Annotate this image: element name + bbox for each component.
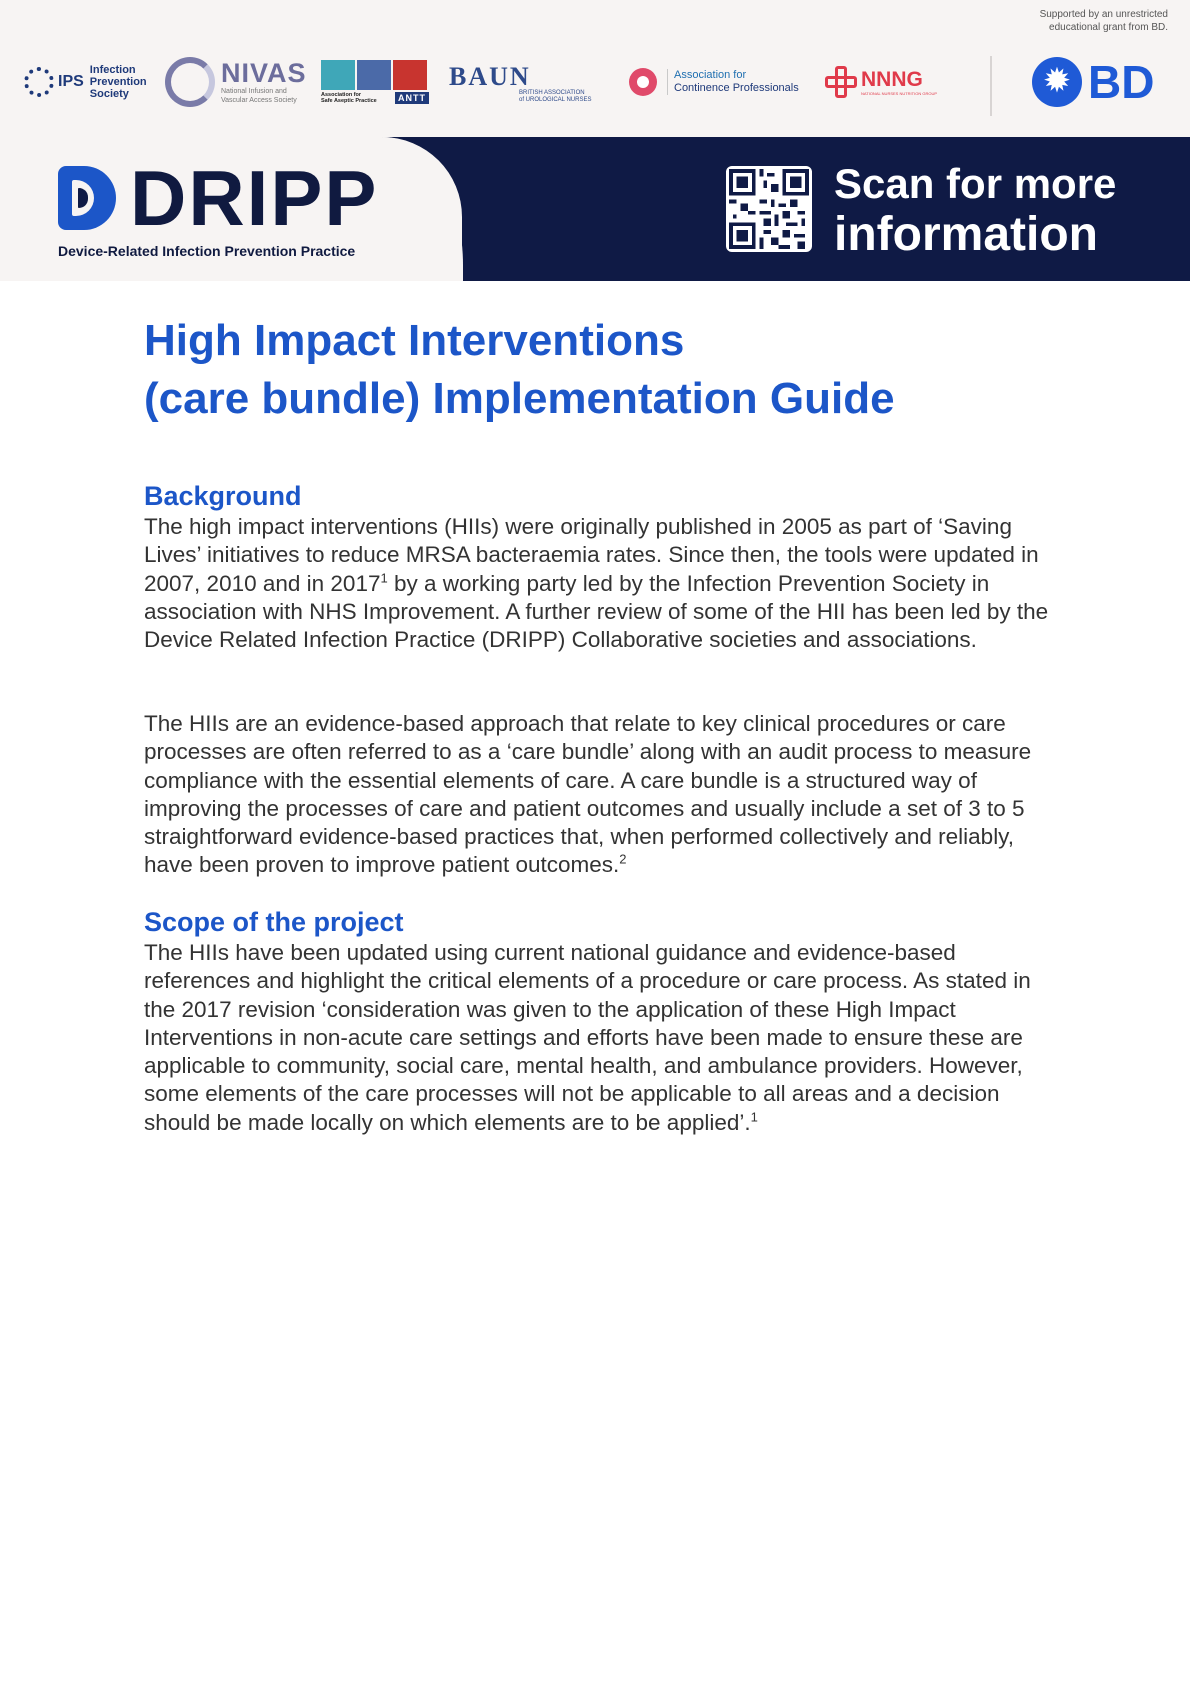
nnng-cross-icon [825, 66, 857, 98]
baun-sub-1: BRITISH ASSOCIATION [519, 90, 585, 96]
ips-name [90, 64, 147, 100]
bd-logo [1032, 52, 1154, 112]
dripp-tagline: Device-Related Infection Prevention Practice [58, 243, 356, 259]
bd-title: BD [1088, 56, 1155, 108]
logo-divider [990, 56, 992, 116]
antt-association-line-2: Safe Aseptic Practice [321, 98, 377, 104]
nivas-logo [165, 52, 307, 112]
background-heading: Background [144, 481, 302, 511]
footnote-ref: 1 [380, 570, 388, 586]
scan-callout [834, 160, 1116, 262]
background-paragraph-1 [144, 513, 1054, 654]
acp-line-1: Association for [674, 69, 747, 81]
nivas-swirl-icon [165, 57, 215, 107]
baun-title: BAUN [449, 62, 531, 91]
scan-line-2: information [834, 208, 1098, 261]
background-p1-text-b: by a working party led by the Infection Prevention Society in association with NHS Improvement. A further review of some of the HII has been led by the Device Related Infection Practice (DRIPP) Collaborative societies and associations. [144, 570, 1049, 653]
background-paragraph-2 [144, 710, 1054, 880]
antt-logo [321, 60, 431, 112]
sponsor-note-line-1: Supported by an unrestricted [1039, 9, 1168, 20]
footnote-ref: 2 [619, 851, 627, 867]
nnng-logo [825, 52, 937, 112]
ips-logo-icon [24, 67, 54, 97]
ips-abbr: IPS [58, 73, 84, 90]
antt-association [321, 92, 377, 104]
ips-name-line-1: Infection [89, 64, 136, 76]
nnng-title: NNNG [861, 67, 923, 91]
baun-sub-2: of UROLOGICAL NURSES [519, 97, 592, 103]
ips-name-line-2: Prevention [89, 76, 147, 88]
nivas-sub-1: National Infusion and [221, 88, 287, 95]
dripp-wordmark: DRIPP [130, 154, 379, 242]
acp-line-2: Continence Professionals [674, 82, 799, 94]
bd-star-icon [1032, 57, 1082, 107]
footnote-ref: 1 [750, 1109, 758, 1125]
antt-association-line-1: Association for [321, 92, 362, 98]
baun-logo [449, 64, 591, 124]
background-p2-text: The HIIs are an evidence-based approach that relate to key clinical procedures or care processes are often referred to as a ‘care bundle’ along with an audit process to measure compliance with the essential elements of care. A care bundle is a structured way of improving the processes of care and patient outcomes and usually include a set of 3 to 5 straightforward evidence-based practices that, when performed collectively and reliably, have been proven to improve patient outcomes. [144, 711, 1032, 878]
page-title-line-1: High Impact Interventions [144, 316, 685, 365]
acp-logo-icon [629, 68, 657, 96]
page-title [144, 312, 1044, 428]
acp-logo [629, 52, 799, 112]
scope-p1-text: The HIIs have been updated using current national guidance and evidence-based references and highlight the critical elements of a procedure or care process. As stated in the 2017 revision ‘consideration was given to the application of these High Impact Interventions in non-acute care settings and efforts have been made to ensure these are applicable to community, social care, mental health, and ambulance providers. However, some elements of the care processes will not be applicable to all areas and a decision should be made locally on which elements are to be applied’. [144, 940, 1031, 1135]
sponsor-note-line-2: educational grant from BD. [1049, 22, 1168, 33]
page-title-line-2: (care bundle) Implementation Guide [144, 374, 895, 423]
scope-heading: Scope of the project [144, 907, 404, 937]
qr-code-icon[interactable] [726, 166, 812, 252]
background-p1-text-a: The high impact interventions (HIIs) were originally published in 2005 as part of ‘Saving Lives’ initiatives to reduce MRSA bacteraemia rates. Since then, the tools were updated in 2007, 2010 and in 2017 [144, 514, 1039, 596]
scope-paragraph [144, 939, 1054, 1137]
nivas-title: NIVAS [221, 58, 307, 88]
ips-logo [24, 52, 147, 112]
antt-badge: ANTT [395, 92, 429, 104]
nnng-sub: NATIONAL NURSES NUTRITION GROUP [861, 90, 938, 96]
scan-line-1: Scan for more [834, 160, 1117, 207]
antt-image-tiles [321, 60, 427, 90]
nivas-sub-2: Vascular Access Society [221, 97, 297, 104]
ips-name-line-3: Society [89, 88, 129, 100]
sponsor-note [968, 8, 1168, 34]
